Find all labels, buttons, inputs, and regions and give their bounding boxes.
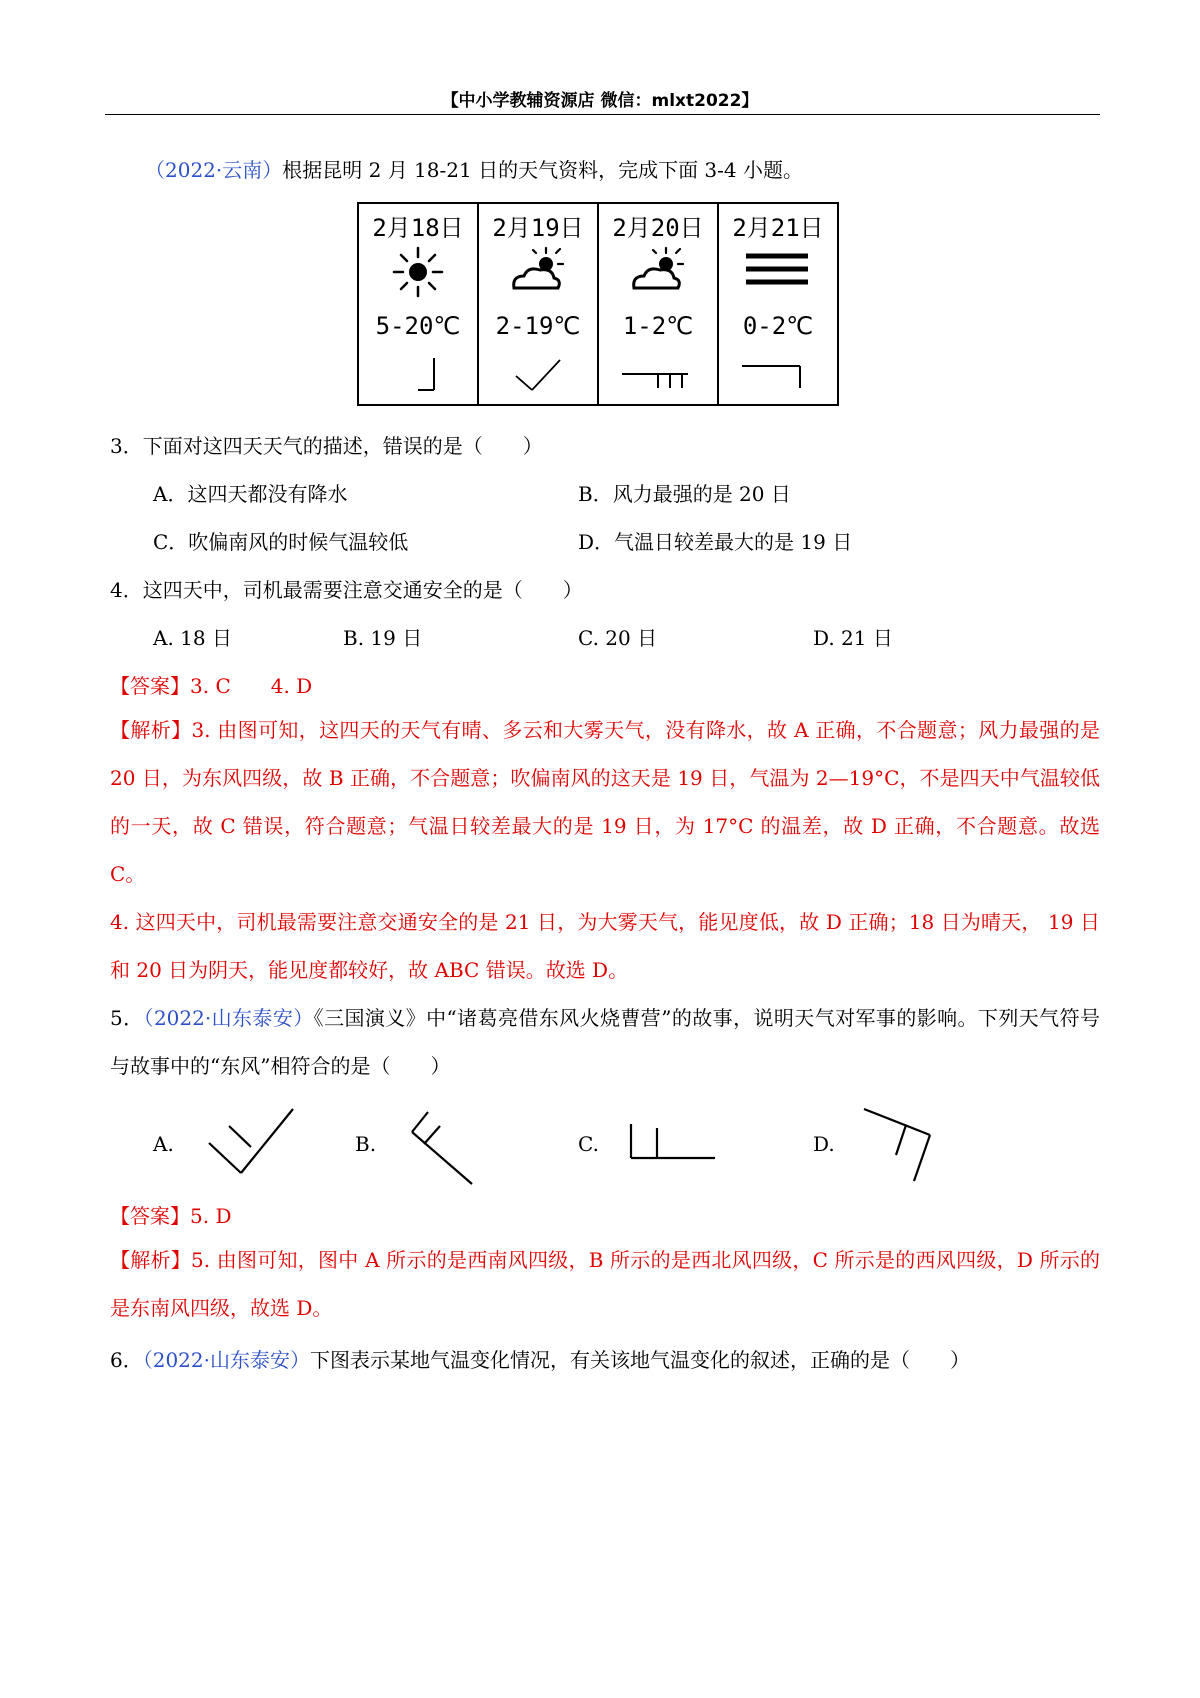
q3-option-d: D．气温日较差最大的是 19 日: [578, 530, 853, 554]
intro-source: （2022·云南）: [145, 158, 283, 182]
q5-number: 5．: [110, 1006, 144, 1030]
partly-cloudy-icon: [618, 242, 698, 302]
q6-stem: [110, 1346, 970, 1374]
q3-option-a: A．这四天都没有降水: [153, 482, 348, 506]
analysis-paragraph-5: [110, 1236, 1100, 1332]
answer-text: 3. C 4. D: [190, 674, 313, 698]
date-label: 2月21日: [732, 214, 824, 242]
wind-symbol-icon: [738, 354, 818, 396]
q5-option-b-label: B.: [355, 1132, 377, 1156]
analysis-label: 【解析】: [110, 1248, 192, 1272]
intro-line: [145, 156, 803, 184]
date-label: 2月20日: [612, 214, 704, 242]
page-header: 【中小学教辅资源店 微信：mlxt2022】: [441, 91, 759, 111]
wind-symbol-icon: [618, 354, 698, 396]
q3-stem: 3．下面对这四天天气的描述，错误的是（ ）: [110, 434, 543, 458]
q6-number: 6．: [110, 1348, 143, 1372]
west-wind-symbol-icon: [625, 1120, 720, 1165]
weather-cell-20: [598, 203, 718, 405]
q5-option-d-label: D.: [813, 1132, 835, 1156]
temperature-label: 0-2℃: [742, 312, 814, 340]
partly-cloudy-icon: [498, 242, 578, 302]
answer-block-2: [110, 1202, 231, 1230]
analysis-paragraph-3: [110, 706, 1100, 898]
southeast-wind-symbol-icon: [860, 1105, 935, 1185]
northwest-wind-symbol-icon: [408, 1108, 478, 1188]
q4-option-b: B. 19 日: [343, 626, 423, 650]
sunny-icon: [378, 242, 458, 302]
southwest-wind-symbol-icon: [205, 1105, 295, 1185]
q5-text: 《三国演义》中“诸葛亮借东风火烧曹营”的故事，说明天气对军事的影响。下列天气符号与故事中的“东风”相符合的是（ ）: [110, 1006, 1100, 1078]
analysis-label: 【解析】: [110, 718, 192, 742]
temperature-label: 2-19℃: [495, 312, 581, 340]
weather-cell-21: [718, 203, 838, 405]
q3-option-c: C．吹偏南风的时候气温较低: [153, 530, 409, 554]
answer-label: 【答案】: [110, 674, 190, 698]
weather-cell-19: [478, 203, 598, 405]
wind-symbol-icon: [498, 354, 578, 396]
q4-option-a: A. 18 日: [153, 626, 232, 650]
answer-label: 【答案】: [110, 1204, 190, 1228]
answer-text: 5. D: [190, 1204, 232, 1228]
q3-option-b: B．风力最强的是 20 日: [578, 482, 791, 506]
q6-source: （2022·山东泰安）: [142, 1348, 310, 1372]
q5-option-a-label: A.: [153, 1132, 174, 1156]
q5-stem: [110, 994, 1100, 1090]
temperature-label: 5-20℃: [375, 312, 461, 340]
q4-option-c: C. 20 日: [578, 626, 658, 650]
header-divider: [105, 114, 1100, 115]
date-label: 2月18日: [372, 214, 464, 242]
analysis-paragraph-4: 4. 这四天中，司机最需要注意交通安全的是 21 日，为大雾天气，能见度低，故 D 正确；18 日为晴天， 19 日和 20 日为阴天，能见度都较好，故 ABC 错误。故选 D。: [110, 910, 1100, 982]
weather-table: [357, 202, 839, 406]
intro-text: 根据昆明 2 月 18-21 日的天气资料，完成下面 3-4 小题。: [282, 158, 803, 182]
temperature-label: 1-2℃: [622, 312, 694, 340]
q5-option-c-label: C.: [578, 1132, 599, 1156]
date-label: 2月19日: [492, 214, 584, 242]
q6-text: 下图表示某地气温变化情况，有关该地气温变化的叙述，正确的是（ ）: [310, 1348, 970, 1372]
weather-cell-18: [358, 203, 478, 405]
answer-block-1: [110, 672, 312, 700]
q4-option-d: D. 21 日: [813, 626, 893, 650]
q4-stem: 4．这四天中，司机最需要注意交通安全的是（ ）: [110, 578, 583, 602]
q5-source: （2022·山东泰安）: [143, 1006, 314, 1030]
analysis-text: 3. 由图可知，这四天的天气有晴、多云和大雾天气，没有降水，故 A 正确，不合题意；风力最强的是 20 日，为东风四级，故 B 正确，不合题意；吹偏南风的这天是 19 日，气温为 2—19°C，不是四天中气温较低的一天，故 C 错误，符合题意；气温日较差最大的是 19 日，为 17°C 的温差，故 D 正确，不合题意。故选 C。: [110, 718, 1100, 886]
wind-symbol-icon: [378, 354, 458, 396]
fog-icon: [738, 242, 818, 302]
analysis-text: 5. 由图可知，图中 A 所示的是西南风四级，B 所示的是西北风四级，C 所示是的西风四级，D 所示的是东南风四级，故选 D。: [110, 1248, 1100, 1320]
